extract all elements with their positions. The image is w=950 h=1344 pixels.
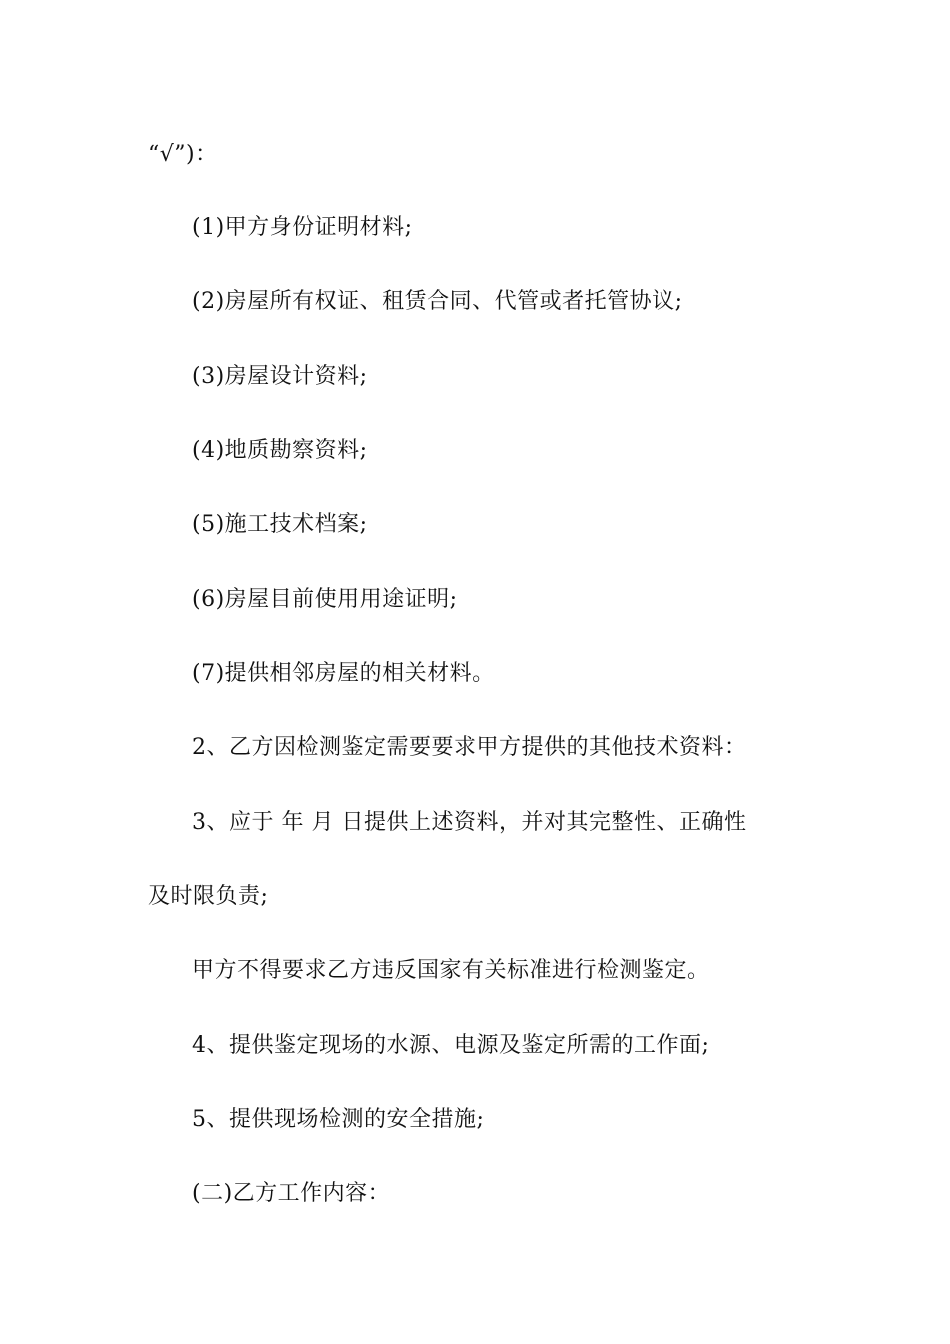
section-heading-party-b: (二)乙方工作内容： [192, 1181, 391, 1206]
text-line-item-3: (3)房屋设计资料; [192, 364, 368, 389]
text-line-item-2: (2)房屋所有权证、租赁合同、代管或者托管协议; [192, 289, 683, 314]
text-line-item-5: (5)施工技术档案; [192, 512, 368, 537]
text-line-clause-4: 4、提供鉴定现场的水源、电源及鉴定所需的工作面; [192, 1033, 710, 1058]
text-line-item-4: (4)地质勘察资料; [192, 438, 368, 463]
text-line-restriction: 甲方不得要求乙方违反国家有关标准进行检测鉴定。 [192, 958, 710, 983]
text-line-item-1: (1)甲方身份证明材料; [192, 215, 413, 240]
text-line-item-7: (7)提供相邻房屋的相关材料。 [192, 661, 495, 686]
text-line-clause-3: 3、应于 年 月 日提供上述资料，并对其完整性、正确性 [192, 810, 747, 835]
text-line-clause-2: 2、乙方因检测鉴定需要要求甲方提供的其他技术资料： [192, 735, 747, 760]
text-line-checkmark-note: “√”)： [148, 142, 218, 167]
text-line-clause-3-continued: 及时限负责; [148, 884, 269, 909]
text-line-item-6: (6)房屋目前使用用途证明; [192, 587, 458, 612]
text-line-clause-5: 5、提供现场检测的安全措施; [192, 1107, 485, 1132]
